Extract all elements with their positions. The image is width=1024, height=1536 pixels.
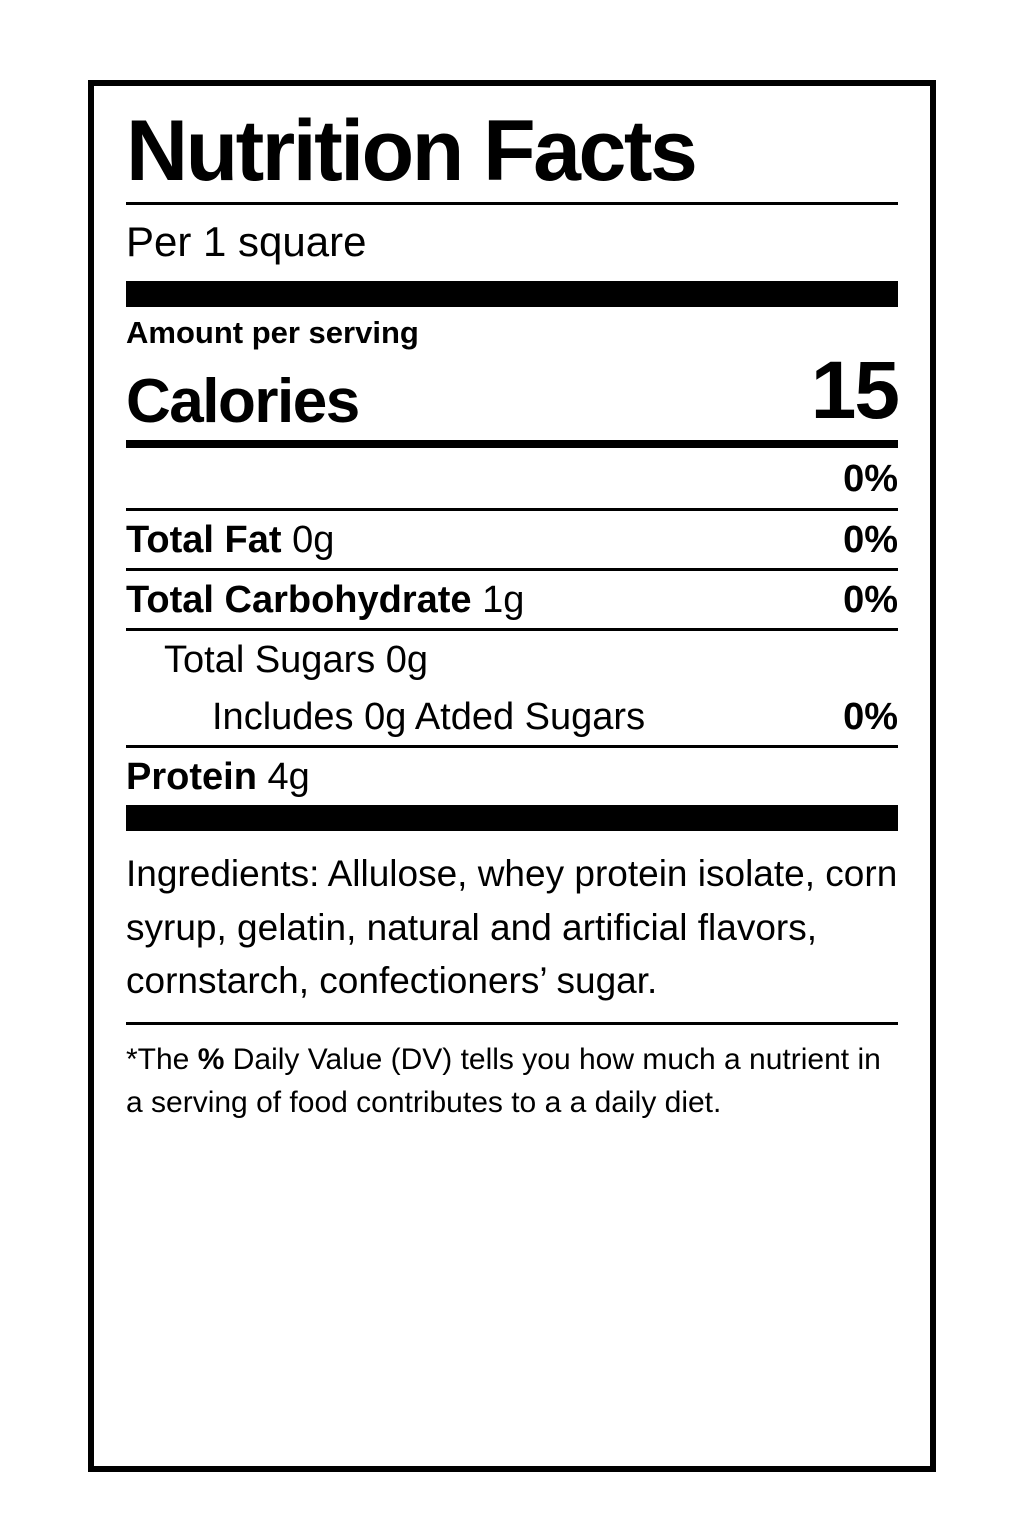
calories-block xyxy=(126,307,898,440)
total-fat-dv: 0% xyxy=(843,519,898,561)
divider-thick-top xyxy=(126,281,898,307)
footnote-rest: Daily Value (DV) tells you how much a nutrient in a serving of food contributes to a a daily diet. xyxy=(126,1042,881,1119)
daily-value-footnote xyxy=(126,1025,898,1124)
protein-text xyxy=(126,758,310,796)
added-sugars-text: Includes 0g Atded Sugars xyxy=(212,696,646,738)
page-title: Nutrition Facts xyxy=(126,103,696,199)
row-total-carbohydrate xyxy=(126,571,898,628)
total-fat-amount: 0g xyxy=(292,519,335,561)
row-total-fat xyxy=(126,511,898,568)
divider-under-calories xyxy=(126,440,898,448)
total-carb-label: Total Carbohydrate xyxy=(126,579,472,621)
ingredients-text: Ingredients: Allulose, whey protein isolate, corn syrup, gelatin, natural and artificial flavors, cornstarch, confectioners’ sugar. xyxy=(126,853,898,1002)
calories-value: 15 xyxy=(810,345,898,436)
footnote-prefix: *The xyxy=(126,1042,198,1076)
total-carb-amount: 1g xyxy=(482,579,525,621)
total-carb-dv: 0% xyxy=(843,579,898,621)
divider-thick-bottom xyxy=(126,805,898,831)
daily-value-header-row xyxy=(126,448,898,508)
total-fat-text xyxy=(126,521,334,559)
nutrition-facts-label xyxy=(88,80,936,1472)
total-sugars-text: Total Sugars 0g xyxy=(164,639,429,681)
protein-amount: 4g xyxy=(267,756,310,798)
added-sugars-dv: 0% xyxy=(843,696,898,738)
footnote-percent-symbol: % xyxy=(197,1042,225,1076)
protein-label: Protein xyxy=(126,756,257,798)
serving-size-text: Per 1 square xyxy=(126,218,367,265)
total-carb-text xyxy=(126,581,524,619)
row-protein xyxy=(126,748,898,805)
row-added-sugars xyxy=(126,688,898,745)
daily-value-header: 0% xyxy=(843,458,898,500)
label-content xyxy=(126,103,898,1448)
total-fat-label: Total Fat xyxy=(126,519,282,561)
row-total-sugars xyxy=(126,631,898,688)
amount-per-serving-label: Amount per serving xyxy=(126,315,419,350)
calories-label: Calories xyxy=(126,366,359,436)
calories-row xyxy=(126,345,898,436)
